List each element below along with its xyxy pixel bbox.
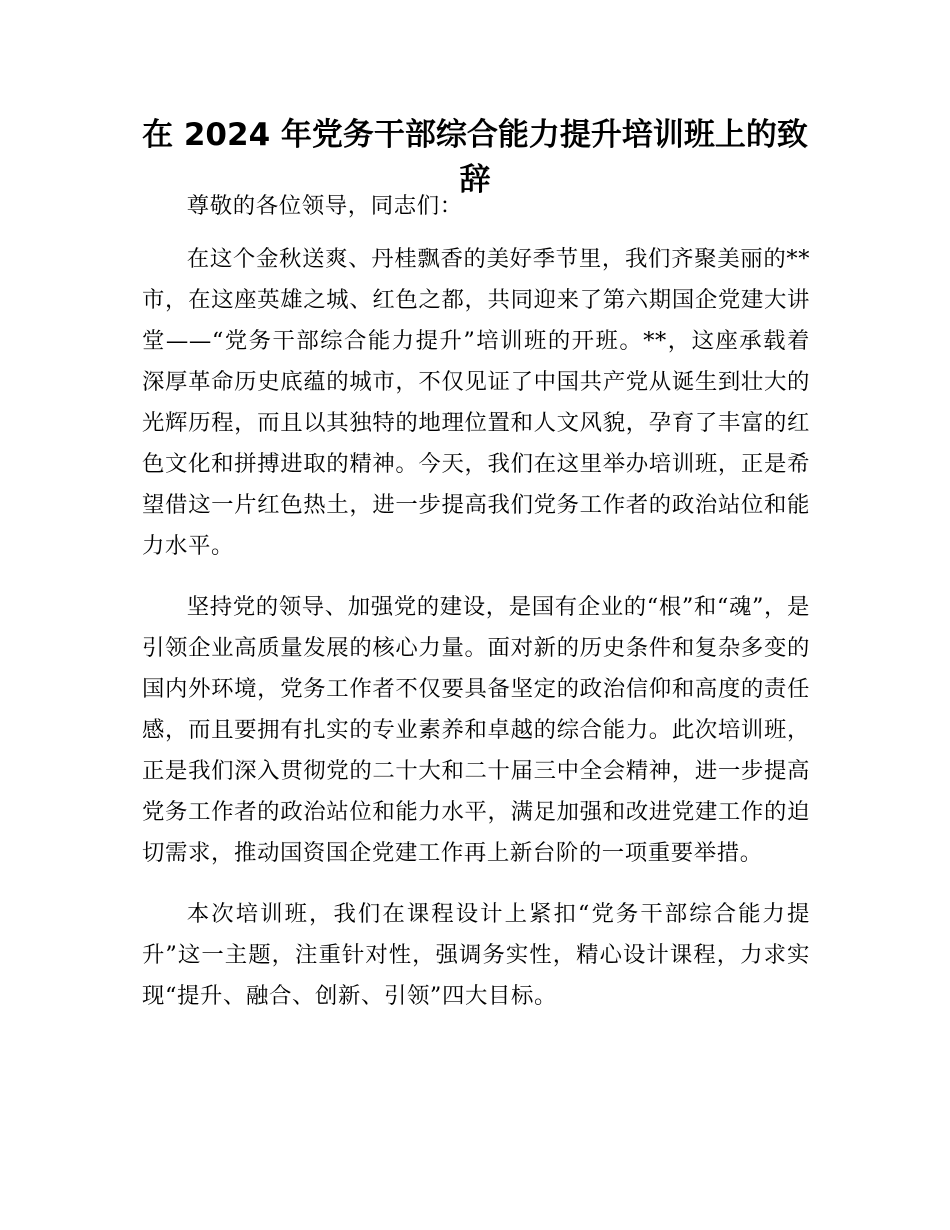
paragraph-2: 坚持党的领导、加强党的建设，是国有企业的“根”和“魂”，是引领企业高质量发展的核心力量。面对新的历史条件和复杂多变的国内外环境，党务工作者不仅要具备坚定的政治信仰和高度的责任感，而且要拥有扎实的专业素养和卓越的综合能力。此次培训班，正是我们深入贯彻党的二十大和二十届三中全会精神，进一步提高党务工作者的政治站位和能力水平，满足加强和改进党建工作的迫切需求，推动国资国企党建工作再上新台阶的一项重要举措。 (142, 594, 810, 866)
paragraph-3: 本次培训班，我们在课程设计上紧扣“党务干部综合能力提升”这一主题，注重针对性，强调务实性，精心设计课程，力求实现“提升、融合、创新、引领”四大目标。 (142, 901, 810, 1009)
document-title: 在 2024 年党务干部综合能力提升培训班上的致辞 (142, 117, 808, 198)
paragraph-1: 在这个金秋送爽、丹桂飘香的美好季节里，我们齐聚美丽的**市，在这座英雄之城、红色之都，共同迎来了第六期国企党建大讲堂——“党务干部综合能力提升”培训班的开班。**，这座承载着深厚革命历史底蕴的城市，不仅见证了中国共产党从诞生到壮大的光辉历程，而且以其独特的地理位置和人文风貌，孕育了丰富的红色文化和拼搏进取的精神。今天，我们在这里举办培训班，正是希望借这一片红色热土，进一步提高我们党务工作者的政治站位和能力水平。 (142, 246, 810, 559)
salutation: 尊敬的各位领导，同志们： (186, 193, 463, 219)
document-body (142, 186, 810, 1037)
